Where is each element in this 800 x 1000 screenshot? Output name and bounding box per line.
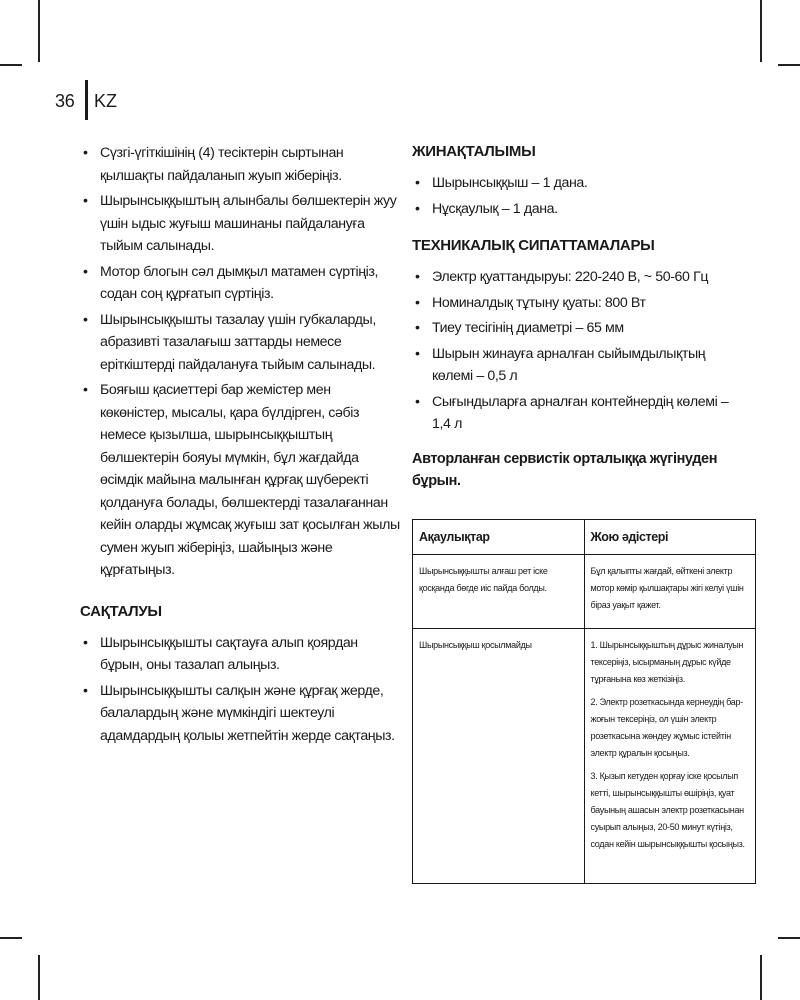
crop-mark (778, 64, 800, 66)
specs-heading: ТЕХНИКАЛЫҚ СИПАТТАМАЛАРЫ (412, 237, 655, 254)
solution-cell (584, 629, 756, 884)
list-item: • Мотор блогын сәл дымқыл матамен сүртіңіз, содан соң құрғатып сүртіңіз. (83, 263, 379, 302)
troubleshooting-table (412, 519, 756, 884)
list-item: • Сүзгі-үгіткішінің (4) тесіктерін сыртынан қылшақты пайдаланып жуып жіберіңіз. (83, 145, 344, 184)
solution-text: Бұл қалыпты жағдай, өйткені электр мотор көмір қылшақтары жігі келуі үшін біраз уақыт қажет. (590, 566, 744, 610)
specs-list (412, 266, 730, 436)
table-row (413, 555, 756, 629)
package-list (412, 172, 730, 220)
package-heading: ЖИНАҚТАЛЫМЫ (412, 143, 536, 160)
table-header-row (413, 520, 756, 555)
column-header-problems: Ақаулықтар (413, 520, 585, 555)
crop-mark (760, 955, 762, 1000)
left-column (80, 142, 402, 750)
list-item: • Шырынсыққыштың алынбалы бөлшектерін жуу үшін ыдыс жуғыш машинаны пайдалануға тыйым салынады. (83, 193, 397, 254)
service-note: Авторланған сервистік орталыққа жүгінуден бұрын. (412, 450, 718, 489)
list-item: • Шырынсыққышты салқын және құрғақ жерде, балалардың және мүмкіндігі шектеулі адамдардың қолыы жетпейтін жерде сақтаңыз. (83, 682, 395, 744)
column-header-solutions: Жою әдістері (584, 520, 756, 555)
list-item: • Шырынсыққыш – 1 дана. (415, 175, 588, 191)
right-column (412, 142, 730, 492)
solution-step: 1. Шырынсыққыштың дұрыс жиналуын тексеріңіз, ысырманың дұрыс күйде тұрғанына көз жеткізіңіз. (590, 640, 744, 684)
list-item: • Шырын жинауға арналған сыйымдылықтың көлемі – 0,5 л (415, 345, 706, 384)
language-code: KZ (94, 91, 118, 111)
list-item: • Тиеу тесігінің диаметрі – 65 мм (415, 320, 624, 336)
crop-mark (0, 937, 22, 939)
solution-step: 2. Электр розеткасында кернеудің бар-жоғын тексеріңіз, ол үшін электр розеткасына жөндеу жұмыс істейтін электр құралын қосыңыз. (590, 697, 743, 758)
cleaning-list (80, 142, 402, 582)
problem-cell: Шырынсыққышты алғаш рет іске қосқанда бөгде иіс пайда болды. (413, 555, 585, 629)
crop-mark (778, 937, 800, 939)
solution-step: 3. Қызып кетуден қорғау іске қосылып кетті, шырынсыққышты өшіріңіз, қуат бауының ашасын электр розеткасынан суырып алыңыз, 20-50 минут күтіңіз, содан кейін шырынсыққышты қосыңыз. (590, 771, 745, 849)
page-number: 36 (55, 91, 75, 111)
table-row (413, 629, 756, 884)
solution-cell (584, 555, 756, 629)
problem-cell: Шырынсыққыш қосылмайды (413, 629, 585, 884)
list-item: • Номиналдық тұтыну қуаты: 800 Вт (415, 294, 646, 311)
crop-mark (38, 0, 40, 62)
header-divider (85, 80, 88, 120)
storage-heading: САҚТАЛУЫ (80, 602, 162, 620)
crop-mark (0, 64, 22, 66)
list-item: • Шырынсыққышты сақтауға алып қоярдан бұрын, оны тазалап алыңыз. (83, 634, 358, 673)
list-item: • Электр қуаттандыруы: 220-240 В, ~ 50-60 Гц (415, 269, 709, 285)
storage-list (80, 632, 402, 748)
crop-mark (760, 0, 762, 62)
list-item: • Нұсқаулық – 1 дана. (415, 200, 558, 217)
list-item: • Бояғыш қасиеттері бар жемістер мен көкөністер, мысалы, қара бүлдірген, сәбіз немесе қызылша, шырынсыққыштың бөлшектерін бояуы мүмкін, бұл жағдайда өсімдік майына малынған құрғақ шүберекті қолдануға болады, бөлшектерді тазалағаннан кейін оларды жұмсақ жуғыш зат қосылған жылы сумен жуып жіберіңіз, шайыңыз және құрғатыңыз. (83, 382, 400, 578)
list-item: • Сығындыларға арналған контейнердің көлемі – 1,4 л (415, 393, 729, 432)
crop-mark (38, 955, 40, 1000)
list-item: • Шырынсыққышты тазалау үшін губкаларды, абразивті тазалағыш заттарды немесе еріткіштерді пайдалануға тыйым салынады. (83, 311, 376, 373)
